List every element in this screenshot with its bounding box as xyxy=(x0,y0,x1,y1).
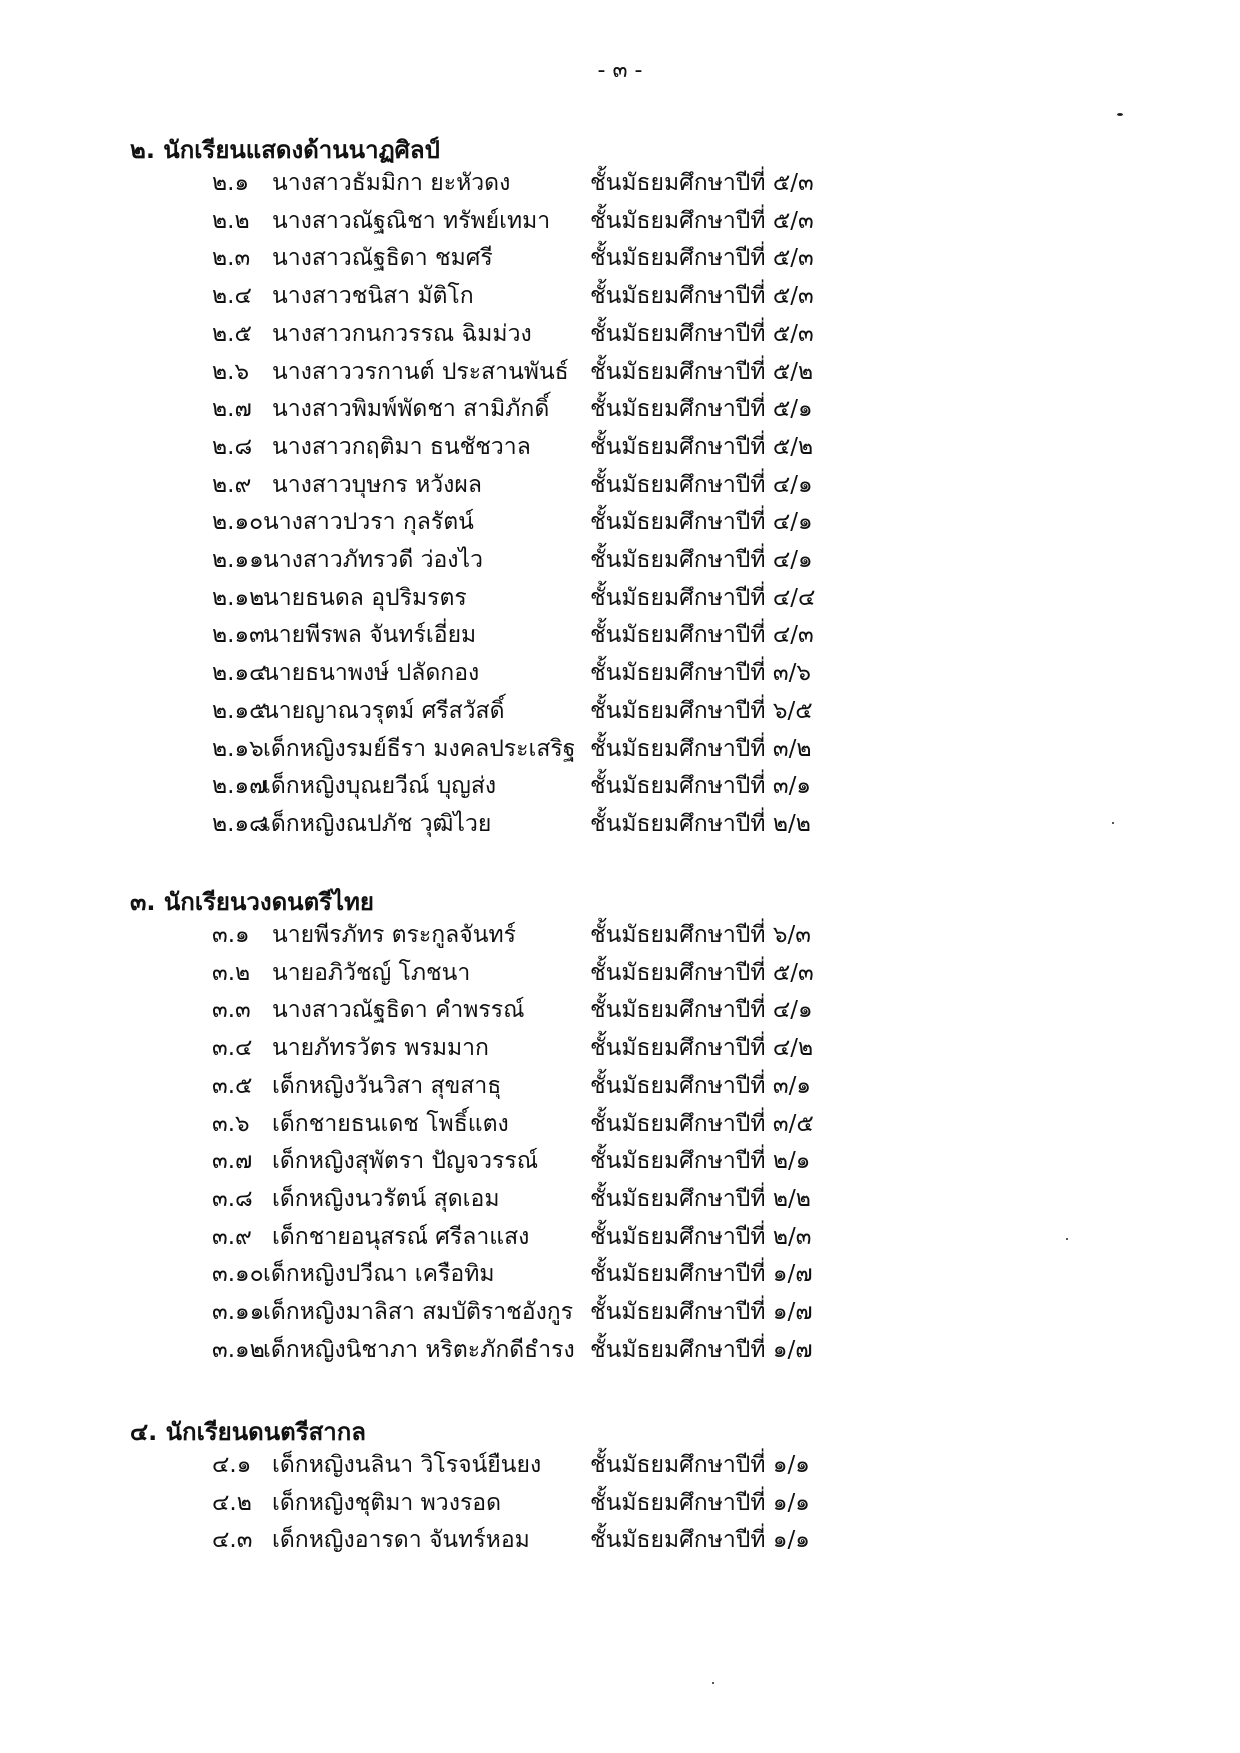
item-number: ๒.๑๔ xyxy=(212,660,267,686)
item-number: ๓.๕ xyxy=(212,1073,253,1099)
grade-level: ชั้นมัธยมศึกษาปีที่ ๓/๖ xyxy=(590,660,811,686)
grade-level: ชั้นมัธยมศึกษาปีที่ ๕/๒ xyxy=(590,359,814,385)
item-number: ๓.๒ xyxy=(212,960,251,986)
item-number: ๔.๒ xyxy=(212,1490,252,1516)
student-name: นางสาวพิมพ์พัดชา สามิภักดิ์ xyxy=(272,396,550,422)
list-item xyxy=(0,1294,1240,1331)
student-name: นายธนดล อุปริมรตร xyxy=(263,585,467,611)
grade-level: ชั้นมัธยมศึกษาปีที่ ๕/๑ xyxy=(590,396,813,422)
student-name: นายธนาพงษ์ ปลัดกอง xyxy=(263,660,480,686)
grade-level: ชั้นมัธยมศึกษาปีที่ ๑/๗ xyxy=(590,1337,813,1363)
list-item xyxy=(0,1068,1240,1105)
student-name: นายพีรภัทร ตระกูลจันทร์ xyxy=(272,922,516,948)
student-name: เด็กหญิงบุณยวีณ์ บุญส่ง xyxy=(263,773,497,799)
student-name: เด็กหญิงปวีณา เครือทิม xyxy=(263,1261,495,1287)
list-item xyxy=(0,806,1240,843)
grade-level: ชั้นมัธยมศึกษาปีที่ ๑/๑ xyxy=(590,1490,810,1516)
item-number: ๒.๘ xyxy=(212,434,253,460)
list-item xyxy=(0,1030,1240,1067)
list-item xyxy=(0,655,1240,692)
grade-level: ชั้นมัธยมศึกษาปีที่ ๖/๕ xyxy=(590,698,813,724)
student-name: นางสาวณัฐณิชา ทรัพย์เทมา xyxy=(272,208,551,234)
student-name: นางสาวธัมมิกา ยะหัวดง xyxy=(272,170,511,196)
list-item xyxy=(0,467,1240,504)
student-name: เด็กหญิงมาลิสา สมบัติราชอังกูร xyxy=(263,1299,574,1325)
item-number: ๒.๑๑ xyxy=(212,547,264,573)
item-number: ๒.๕ xyxy=(212,321,252,347)
grade-level: ชั้นมัธยมศึกษาปีที่ ๔/๑ xyxy=(590,997,813,1023)
student-name: เด็กหญิงชุติมา พวงรอด xyxy=(272,1490,502,1516)
grade-level: ชั้นมัธยมศึกษาปีที่ ๒/๒ xyxy=(590,811,811,837)
list-item xyxy=(0,278,1240,315)
item-number: ๒.๔ xyxy=(212,283,252,309)
grade-level: ชั้นมัธยมศึกษาปีที่ ๑/๑ xyxy=(590,1452,810,1478)
student-name: นายพีรพล จันทร์เอี่ยม xyxy=(263,622,477,648)
list-item xyxy=(0,165,1240,202)
student-name: เด็กชายธนเดช โพธิ์แตง xyxy=(272,1111,509,1137)
item-number: ๓.๗ xyxy=(212,1148,253,1174)
list-item xyxy=(0,542,1240,579)
item-number: ๒.๑๘ xyxy=(212,811,267,837)
scan-speck xyxy=(712,1682,714,1684)
grade-level: ชั้นมัธยมศึกษาปีที่ ๓/๑ xyxy=(590,1073,811,1099)
section-heading: ๓. นักเรียนวงดนตรีไทย xyxy=(130,888,374,916)
list-item xyxy=(0,1181,1240,1218)
grade-level: ชั้นมัธยมศึกษาปีที่ ๑/๑ xyxy=(590,1527,810,1553)
student-name: นางสาวณัฐธิดา คำพรรณ์ xyxy=(272,997,525,1023)
grade-level: ชั้นมัธยมศึกษาปีที่ ๖/๓ xyxy=(590,922,811,948)
grade-level: ชั้นมัธยมศึกษาปีที่ ๔/๒ xyxy=(590,1035,814,1061)
list-item xyxy=(0,354,1240,391)
grade-level: ชั้นมัธยมศึกษาปีที่ ๔/๑ xyxy=(590,472,813,498)
list-item xyxy=(0,1332,1240,1369)
grade-level: ชั้นมัธยมศึกษาปีที่ ๒/๒ xyxy=(590,1186,811,1212)
list-item xyxy=(0,1256,1240,1293)
student-name: นางสาวภัทรวดี ว่องไว xyxy=(263,547,484,573)
item-number: ๒.๓ xyxy=(212,245,251,271)
item-number: ๔.๓ xyxy=(212,1527,253,1553)
list-item xyxy=(0,504,1240,541)
grade-level: ชั้นมัธยมศึกษาปีที่ ๓/๑ xyxy=(590,773,811,799)
student-name: เด็กหญิงนวรัตน์ สุดเอม xyxy=(272,1186,500,1212)
list-item xyxy=(0,955,1240,992)
item-number: ๒.๒ xyxy=(212,208,250,234)
item-number: ๒.๑๐ xyxy=(212,509,264,535)
student-name: นางสาวบุษกร หวังผล xyxy=(272,472,482,498)
list-item xyxy=(0,1106,1240,1143)
list-item xyxy=(0,203,1240,240)
list-item xyxy=(0,731,1240,768)
student-name: นางสาววรกานต์ ประสานพันธ์ xyxy=(272,359,569,385)
item-number: ๓.๑๐ xyxy=(212,1261,264,1287)
scan-speck xyxy=(1066,1238,1068,1240)
grade-level: ชั้นมัธยมศึกษาปีที่ ๕/๒ xyxy=(590,434,814,460)
list-item xyxy=(0,316,1240,353)
list-item xyxy=(0,992,1240,1029)
item-number: ๓.๑ xyxy=(212,922,250,948)
grade-level: ชั้นมัธยมศึกษาปีที่ ๒/๓ xyxy=(590,1224,812,1250)
grade-level: ชั้นมัธยมศึกษาปีที่ ๓/๕ xyxy=(590,1111,814,1137)
item-number: ๒.๑๗ xyxy=(212,773,267,799)
grade-level: ชั้นมัธยมศึกษาปีที่ ๕/๓ xyxy=(590,283,814,309)
item-number: ๓.๖ xyxy=(212,1111,250,1137)
grade-level: ชั้นมัธยมศึกษาปีที่ ๕/๓ xyxy=(590,321,814,347)
grade-level: ชั้นมัธยมศึกษาปีที่ ๔/๑ xyxy=(590,547,813,573)
student-name: นายภัทรวัตร พรมมาก xyxy=(272,1035,489,1061)
list-item xyxy=(0,1219,1240,1256)
item-number: ๓.๘ xyxy=(212,1186,253,1212)
item-number: ๒.๗ xyxy=(212,396,252,422)
grade-level: ชั้นมัธยมศึกษาปีที่ ๑/๗ xyxy=(590,1261,813,1287)
list-item xyxy=(0,1522,1240,1559)
section-heading: ๔. นักเรียนดนตรีสากล xyxy=(130,1418,366,1446)
student-name: นายอภิวัชญ์ โภชนา xyxy=(272,960,471,986)
list-item xyxy=(0,240,1240,277)
item-number: ๒.๙ xyxy=(212,472,252,498)
scan-speck xyxy=(1112,822,1114,824)
grade-level: ชั้นมัธยมศึกษาปีที่ ๕/๓ xyxy=(590,208,814,234)
student-name: นางสาวชนิสา มัติโก xyxy=(272,283,474,309)
grade-level: ชั้นมัธยมศึกษาปีที่ ๕/๓ xyxy=(590,170,814,196)
item-number: ๓.๑๒ xyxy=(212,1337,265,1363)
grade-level: ชั้นมัธยมศึกษาปีที่ ๕/๓ xyxy=(590,960,814,986)
list-item xyxy=(0,693,1240,730)
list-item xyxy=(0,1485,1240,1522)
student-name: เด็กหญิงนลินา วิโรจน์ยืนยง xyxy=(272,1452,542,1478)
student-name: เด็กหญิงสุพัตรา ปัญจวรรณ์ xyxy=(272,1148,539,1174)
student-name: นางสาวณัฐธิดา ชมศรี xyxy=(272,245,493,271)
grade-level: ชั้นมัธยมศึกษาปีที่ ๔/๔ xyxy=(590,585,816,611)
page-number: - ๓ - xyxy=(597,58,643,83)
student-name: เด็กหญิงรมย์ธีรา มงคลประเสริฐ xyxy=(263,736,576,762)
section-heading: ๒. นักเรียนแสดงด้านนาฏศิลป์ xyxy=(130,136,440,164)
grade-level: ชั้นมัธยมศึกษาปีที่ ๓/๒ xyxy=(590,736,812,762)
item-number: ๓.๔ xyxy=(212,1035,253,1061)
list-item xyxy=(0,391,1240,428)
student-name: นางสาวกนกวรรณ ฉิมม่วง xyxy=(272,321,532,347)
item-number: ๒.๑ xyxy=(212,170,250,196)
item-number: ๓.๑๑ xyxy=(212,1299,265,1325)
item-number: ๔.๑ xyxy=(212,1452,252,1478)
student-name: เด็กหญิงนิชาภา หริตะภักดีธำรง xyxy=(263,1337,575,1363)
student-name: เด็กหญิงวันวิสา สุขสาธุ xyxy=(272,1073,502,1099)
student-name: เด็กหญิงณปภัช วุฒิไวย xyxy=(263,811,492,837)
list-item xyxy=(0,617,1240,654)
item-number: ๓.๙ xyxy=(212,1224,252,1250)
grade-level: ชั้นมัธยมศึกษาปีที่ ๕/๓ xyxy=(590,245,814,271)
item-number: ๒.๑๖ xyxy=(212,736,264,762)
item-number: ๓.๓ xyxy=(212,997,251,1023)
student-name: นายญาณวรุตม์ ศรีสวัสดิ์ xyxy=(263,698,505,724)
student-name: เด็กชายอนุสรณ์ ศรีลาแสง xyxy=(272,1224,530,1250)
grade-level: ชั้นมัธยมศึกษาปีที่ ๒/๑ xyxy=(590,1148,811,1174)
grade-level: ชั้นมัธยมศึกษาปีที่ ๑/๗ xyxy=(590,1299,813,1325)
grade-level: ชั้นมัธยมศึกษาปีที่ ๔/๑ xyxy=(590,509,813,535)
student-name: นางสาวปวรา กุลรัตน์ xyxy=(263,509,474,535)
list-item xyxy=(0,917,1240,954)
item-number: ๒.๑๒ xyxy=(212,585,265,611)
grade-level: ชั้นมัธยมศึกษาปีที่ ๔/๓ xyxy=(590,622,814,648)
item-number: ๒.๑๓ xyxy=(212,622,265,648)
list-item xyxy=(0,768,1240,805)
student-name: นางสาวกฤติมา ธนชัชวาล xyxy=(272,434,531,460)
list-item xyxy=(0,1143,1240,1180)
scan-speck xyxy=(1117,113,1123,116)
list-item xyxy=(0,1447,1240,1484)
item-number: ๒.๖ xyxy=(212,359,250,385)
item-number: ๒.๑๕ xyxy=(212,698,267,724)
list-item xyxy=(0,580,1240,617)
student-name: เด็กหญิงอารดา จันทร์หอม xyxy=(272,1527,530,1553)
list-item xyxy=(0,429,1240,466)
